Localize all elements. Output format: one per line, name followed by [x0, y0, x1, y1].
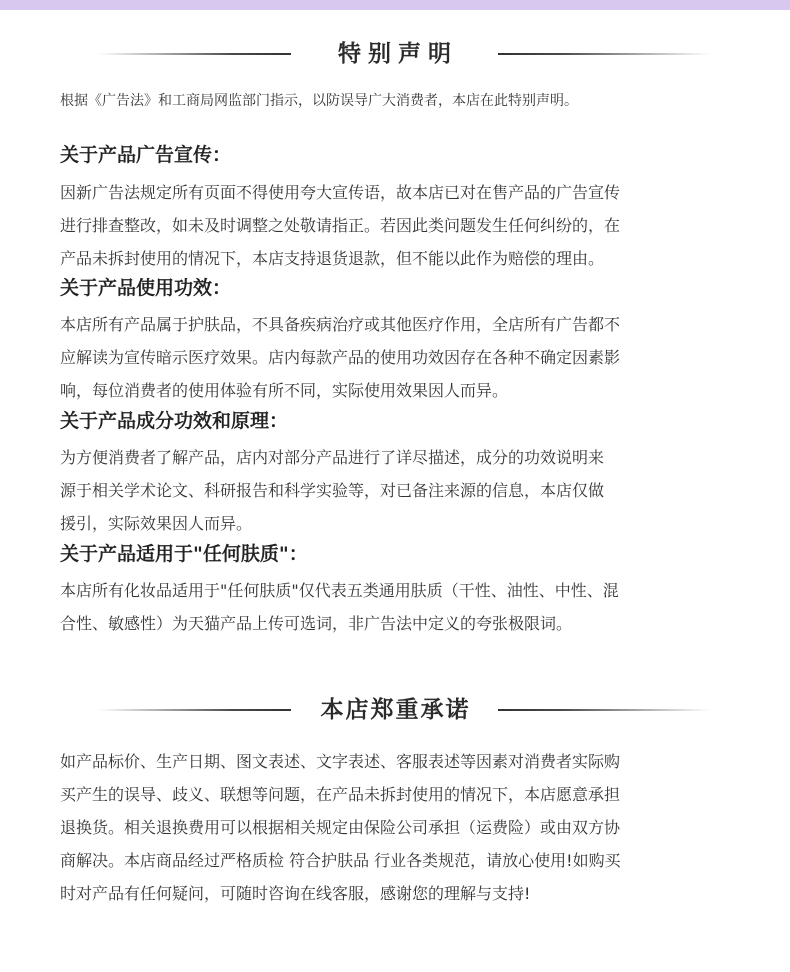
commitment-title: 本店郑重承诺 [320, 697, 471, 723]
paragraph-line: 商解决。本店商品经过严格质检 符合护肤品 行业各类规范，请放心使用!如购买 [60, 851, 621, 870]
ingredient-principle-heading: 关于产品成分功效和原理： [60, 410, 289, 432]
paragraph-line: 应解读为宣传暗示医疗效果。店内每款产品的使用功效因存在各种不确定因素影 [60, 348, 621, 367]
header-divider-right [498, 53, 710, 55]
commitment-header [0, 690, 790, 730]
product-efficacy-heading: 关于产品使用功效： [60, 277, 232, 299]
header-divider-left [98, 709, 291, 711]
header-divider-right [498, 709, 710, 711]
skin-type-paragraph [60, 574, 735, 640]
paragraph-line: 因新广告法规定所有页面不得使用夸大宣传语，故本店已对在售产品的广告宣传 [60, 183, 621, 202]
header-divider-left [98, 53, 291, 55]
special-statement-intro: 根据《广告法》和工商局网监部门指示，以防误导广大消费者，本店在此特别声明。 [60, 93, 578, 109]
top-accent-band [0, 0, 790, 10]
ad-promotion-heading: 关于产品广告宣传： [60, 144, 232, 166]
paragraph-line: 买产生的误导、歧义、联想等问题，在产品未拆封使用的情况下，本店愿意承担 [60, 785, 621, 804]
paragraph-line: 产品未拆封使用的情况下，本店支持退货退款，但不能以此作为赔偿的理由。 [60, 249, 605, 268]
paragraph-line: 援引，实际效果因人而异。 [60, 514, 253, 533]
skin-type-heading: 关于产品适用于"任何肤质"： [60, 543, 308, 565]
paragraph-line: 如产品标价、生产日期、图文表述、文字表述、客服表述等因素对消费者实际购 [60, 752, 621, 771]
paragraph-line: 时对产品有任何疑问，可随时咨询在线客服，感谢您的理解与支持! [60, 884, 531, 903]
ad-promotion-paragraph [60, 176, 735, 275]
paragraph-line: 本店所有化妆品适用于"任何肤质"仅代表五类通用肤质（干性、油性、中性、混 [60, 581, 619, 600]
paragraph-line: 合性、敏感性）为天猫产品上传可选词，非广告法中定义的夸张极限词。 [60, 614, 573, 633]
paragraph-line: 进行排查整改，如未及时调整之处敬请指正。若因此类问题发生任何纠纷的，在 [60, 216, 621, 235]
product-efficacy-paragraph [60, 308, 735, 407]
ingredient-principle-paragraph [60, 441, 735, 540]
special-statement-title: 特别声明 [338, 41, 458, 67]
paragraph-line: 退换货。相关退换费用可以根据相关规定由保险公司承担（运费险）或由双方协 [60, 818, 621, 837]
paragraph-line: 响，每位消费者的使用体验有所不同，实际使用效果因人而异。 [60, 381, 509, 400]
commitment-paragraph [60, 745, 735, 910]
special-statement-header [0, 34, 790, 74]
paragraph-line: 本店所有产品属于护肤品，不具备疾病治疗或其他医疗作用，全店所有广告都不 [60, 315, 621, 334]
paragraph-line: 为方便消费者了解产品，店内对部分产品进行了详尽描述，成分的功效说明来 [60, 448, 605, 467]
paragraph-line: 源于相关学术论文、科研报告和科学实验等，对已备注来源的信息，本店仅做 [60, 481, 605, 500]
